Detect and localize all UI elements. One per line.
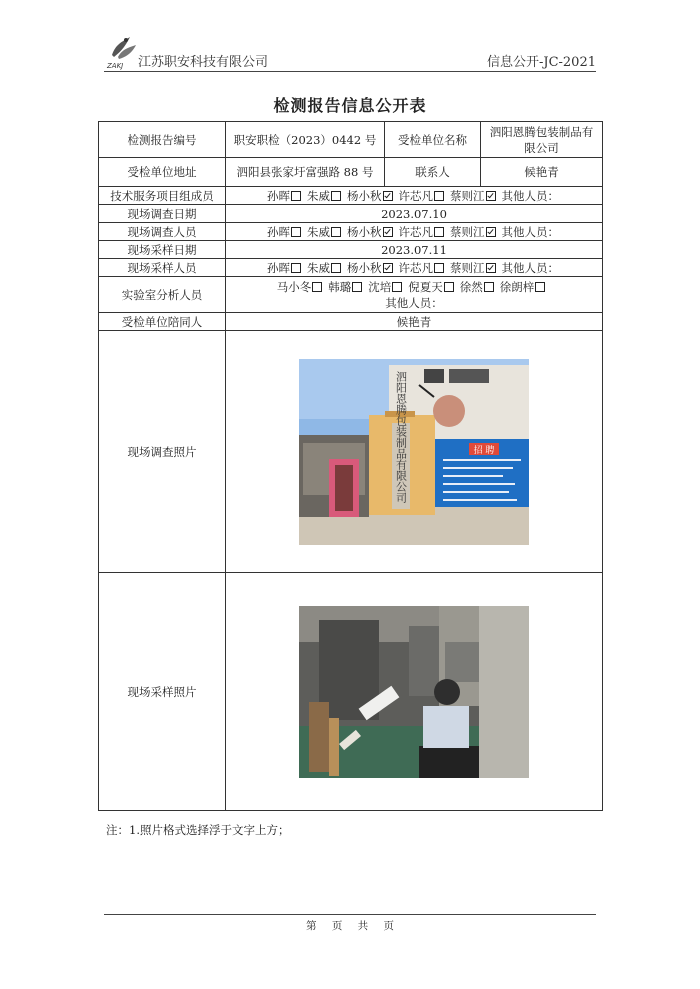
staff-name: 徐然: [459, 279, 483, 294]
table-row: [99, 259, 603, 277]
banner-title: 招 聘: [473, 445, 495, 456]
report-no-value: 职安职检（2023）0442 号: [226, 122, 385, 158]
staff-entry: [399, 261, 449, 275]
sampling-staff-list: [226, 259, 603, 277]
staff-name: 杨小秋: [347, 224, 382, 239]
staff-name: 朱威: [307, 188, 330, 203]
staff-entry: [347, 225, 397, 239]
sampling-staff-label: 现场采样人员: [99, 259, 226, 277]
table-row: [99, 122, 603, 158]
survey-photo-label: 现场调查照片: [99, 331, 226, 573]
checkbox-icon[interactable]: [291, 227, 301, 237]
staff-name: 蔡则江: [450, 260, 485, 275]
staff-name: 朱威: [307, 224, 330, 239]
checkbox-icon[interactable]: [484, 282, 494, 292]
staff-entry: [267, 189, 305, 203]
header-rule: [104, 71, 596, 72]
table-row: [99, 223, 603, 241]
gate-sign-text: 泗阳恩腾包装制品有限公司: [394, 370, 408, 503]
staff-name: 其他人员：: [501, 260, 559, 275]
footer-page-prefix: 第: [305, 920, 317, 932]
company-name-value: 泗阳恩腾包装制品有限公司: [481, 122, 603, 158]
checkbox-icon[interactable]: [535, 282, 545, 292]
staff-entry: [408, 280, 458, 294]
staff-name: 徐朗梓: [499, 279, 535, 294]
staff-name: 杨小秋: [347, 260, 382, 275]
checkbox-icon[interactable]: [352, 282, 362, 292]
staff-entry: [307, 261, 345, 275]
staff-entry: [328, 280, 366, 294]
document-id: 信息公开-JC-2021: [486, 55, 596, 70]
footer-total-suffix: 页: [383, 920, 395, 932]
staff-name: 朱威: [307, 260, 330, 275]
staff-name: 孙晖: [267, 188, 290, 203]
lab-staff-other: 其他人员：: [385, 295, 443, 310]
survey-photo: [299, 359, 529, 545]
staff-name: 韩璐: [328, 279, 352, 294]
checked-box-icon[interactable]: [486, 227, 496, 237]
table-row: [99, 187, 603, 205]
checkbox-icon[interactable]: [434, 263, 444, 273]
staff-name: 其他人员：: [501, 188, 559, 203]
staff-name: 孙晖: [267, 224, 290, 239]
staff-entry: [267, 261, 305, 275]
staff-name: 许芯凡: [398, 224, 433, 239]
lab-staff-label: 实验室分析人员: [99, 277, 226, 313]
footer-rule: [104, 914, 596, 915]
staff-entry: [500, 280, 550, 294]
staff-entry: [307, 189, 345, 203]
staff-entry: [267, 225, 305, 239]
staff-entry: [399, 189, 449, 203]
staff-entry: [307, 225, 345, 239]
table-row: [99, 158, 603, 187]
company-name-label: 受检单位名称: [385, 122, 481, 158]
staff-name: 孙晖: [267, 260, 290, 275]
staff-name: 倪夏天: [408, 279, 443, 294]
escort-value: 候艳青: [226, 313, 603, 331]
table-row: [99, 573, 603, 811]
contact-label: 联系人: [385, 158, 481, 187]
staff-entry: [347, 189, 397, 203]
page-header: [104, 33, 596, 73]
sampling-photo-label: 现场采样照片: [99, 573, 226, 811]
staff-entry: [277, 280, 327, 294]
table-row: [99, 313, 603, 331]
company-logo: [104, 33, 140, 71]
footnote: 注：1.照片格式选择浮于文字上方；: [106, 823, 290, 837]
sampling-photo: [299, 606, 529, 778]
survey-staff-label: 现场调查人员: [99, 223, 226, 241]
staff-name: 许芯凡: [398, 188, 433, 203]
staff-entry: [399, 225, 449, 239]
staff-entry: [502, 225, 560, 239]
staff-entry: [460, 280, 498, 294]
staff-entry: [368, 280, 406, 294]
checkbox-icon[interactable]: [331, 263, 341, 273]
staff-name: 马小冬: [276, 279, 312, 294]
page-title: 检测报告信息公开表: [273, 96, 427, 115]
checkbox-icon[interactable]: [434, 191, 444, 201]
survey-staff-list: [226, 223, 603, 241]
staff-entry: [450, 261, 500, 275]
footer-total-prefix: 共: [357, 920, 369, 932]
staff-name: 蔡则江: [450, 224, 485, 239]
checkbox-icon[interactable]: [291, 191, 301, 201]
sampling-photo-cell: [226, 573, 603, 811]
address-label: 受检单位地址: [99, 158, 226, 187]
company-name: 江苏职安科技有限公司: [138, 55, 269, 70]
survey-date-label: 现场调查日期: [99, 205, 226, 223]
checkbox-icon[interactable]: [444, 282, 454, 292]
table-row: [99, 331, 603, 573]
staff-name: 许芯凡: [398, 260, 433, 275]
contact-value: 候艳青: [481, 158, 603, 187]
staff-name: 杨小秋: [347, 188, 382, 203]
survey-date-value: 2023.07.10: [226, 205, 603, 223]
escort-label: 受检单位陪同人: [99, 313, 226, 331]
tech-members-label: 技术服务项目组成员: [99, 187, 226, 205]
staff-name: 沈培: [368, 279, 392, 294]
page-footer: [0, 918, 700, 933]
staff-entry: [502, 189, 560, 203]
checked-box-icon[interactable]: [486, 191, 496, 201]
lab-staff-cell: [226, 277, 603, 313]
checked-box-icon[interactable]: [383, 227, 393, 237]
checkbox-icon[interactable]: [312, 282, 322, 292]
logo-text: ZAKJ: [107, 62, 124, 70]
checked-box-icon[interactable]: [383, 191, 393, 201]
staff-entry: [347, 261, 397, 275]
staff-entry: [450, 225, 500, 239]
checkbox-icon[interactable]: [331, 227, 341, 237]
checkbox-icon[interactable]: [392, 282, 402, 292]
table-row: [99, 277, 603, 313]
report-no-label: 检测报告编号: [99, 122, 226, 158]
info-table: [98, 121, 603, 811]
checkbox-icon[interactable]: [331, 191, 341, 201]
staff-entry: [502, 261, 560, 275]
footer-page-suffix: 页: [331, 920, 343, 932]
staff-entry: [450, 189, 500, 203]
table-row: [99, 205, 603, 223]
staff-name: 蔡则江: [450, 188, 485, 203]
checkbox-icon[interactable]: [291, 263, 301, 273]
address-value: 泗阳县张家圩富强路 88 号: [226, 158, 385, 187]
table-row: [99, 241, 603, 259]
checkbox-icon[interactable]: [434, 227, 444, 237]
staff-name: 其他人员：: [501, 224, 559, 239]
checked-box-icon[interactable]: [383, 263, 393, 273]
survey-photo-cell: [226, 331, 603, 573]
sampling-date-label: 现场采样日期: [99, 241, 226, 259]
checked-box-icon[interactable]: [486, 263, 496, 273]
tech-members-list: [226, 187, 603, 205]
sampling-date-value: 2023.07.11: [226, 241, 603, 259]
lab-staff-list: [230, 279, 598, 295]
